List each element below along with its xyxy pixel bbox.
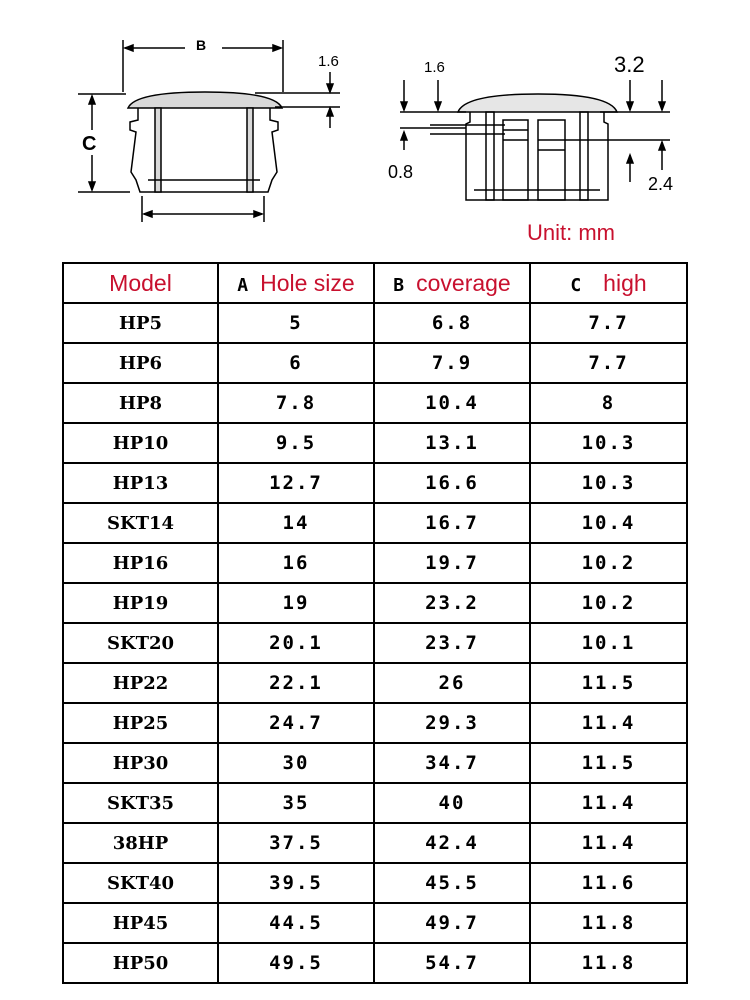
cell-a: 6 xyxy=(218,343,374,383)
cell-a: 14 xyxy=(218,503,374,543)
cell-c: 11.6 xyxy=(530,863,687,903)
table-row xyxy=(63,623,687,663)
dim-label-2-4: 2.4 xyxy=(648,174,674,194)
cell-a: 24.7 xyxy=(218,703,374,743)
cell-b: 16.6 xyxy=(374,463,530,503)
cell-b: 13.1 xyxy=(374,423,530,463)
table-row xyxy=(63,943,687,983)
table-row xyxy=(63,703,687,743)
cell-b: 23.7 xyxy=(374,623,530,663)
cell-model: SKT35 xyxy=(63,783,218,823)
table-row xyxy=(63,583,687,623)
cell-a: 16 xyxy=(218,543,374,583)
table-row xyxy=(63,863,687,903)
dim-label-3-2: 3.2 xyxy=(614,52,645,77)
dim-label-thickness: 1.6 xyxy=(318,53,339,70)
cell-b: 10.4 xyxy=(374,383,530,423)
table-row xyxy=(63,383,687,423)
cell-model: HP50 xyxy=(63,943,218,983)
table-row xyxy=(63,663,687,703)
table-row xyxy=(63,543,687,583)
table-row xyxy=(63,823,687,863)
cell-model: HP5 xyxy=(63,303,218,343)
cell-a: 5 xyxy=(218,303,374,343)
cell-model: HP16 xyxy=(63,543,218,583)
plug-dimension-diagram xyxy=(0,0,750,255)
cell-c: 11.4 xyxy=(530,783,687,823)
table-row xyxy=(63,503,687,543)
cell-model: 38HP xyxy=(63,823,218,863)
cell-model: HP19 xyxy=(63,583,218,623)
cell-c: 10.2 xyxy=(530,583,687,623)
cell-b: 19.7 xyxy=(374,543,530,583)
cell-b: 34.7 xyxy=(374,743,530,783)
header-model-label: Model xyxy=(109,269,172,296)
cell-model: SKT14 xyxy=(63,503,218,543)
header-a-letter: A xyxy=(237,274,249,296)
cell-model: SKT40 xyxy=(63,863,218,903)
cell-model: HP30 xyxy=(63,743,218,783)
cell-b: 23.2 xyxy=(374,583,530,623)
cell-a: 49.5 xyxy=(218,943,374,983)
cell-c: 7.7 xyxy=(530,343,687,383)
cell-a: 12.7 xyxy=(218,463,374,503)
cell-a: 9.5 xyxy=(218,423,374,463)
side-view-drawing xyxy=(78,40,340,222)
cell-c: 10.4 xyxy=(530,503,687,543)
cell-model: HP22 xyxy=(63,663,218,703)
cell-c: 11.5 xyxy=(530,743,687,783)
header-a-label: Hole size xyxy=(260,269,355,296)
cell-model: HP6 xyxy=(63,343,218,383)
header-c-label: high xyxy=(603,269,647,296)
table-row xyxy=(63,743,687,783)
cell-b: 16.7 xyxy=(374,503,530,543)
spec-table xyxy=(62,262,688,984)
cell-model: HP45 xyxy=(63,903,218,943)
header-a xyxy=(218,263,374,303)
table-row xyxy=(63,463,687,503)
cell-c: 11.5 xyxy=(530,663,687,703)
dim-label-c: C xyxy=(82,133,97,155)
cell-a: 35 xyxy=(218,783,374,823)
cell-model: HP10 xyxy=(63,423,218,463)
cell-model: HP8 xyxy=(63,383,218,423)
cell-a: 44.5 xyxy=(218,903,374,943)
cell-c: 7.7 xyxy=(530,303,687,343)
dim-label-0-8: 0.8 xyxy=(388,162,414,182)
cell-a: 39.5 xyxy=(218,863,374,903)
table-row xyxy=(63,343,687,383)
header-b-letter: B xyxy=(393,274,405,296)
cell-model: SKT20 xyxy=(63,623,218,663)
header-model xyxy=(63,263,218,303)
dim-label-b: B xyxy=(196,37,207,53)
cell-a: 20.1 xyxy=(218,623,374,663)
cell-c: 8 xyxy=(530,383,687,423)
table-row xyxy=(63,303,687,343)
table-header-row xyxy=(63,263,687,303)
cell-b: 7.9 xyxy=(374,343,530,383)
cell-c: 11.4 xyxy=(530,703,687,743)
cell-b: 26 xyxy=(374,663,530,703)
cell-b: 6.8 xyxy=(374,303,530,343)
table-row xyxy=(63,903,687,943)
table-row xyxy=(63,423,687,463)
cell-c: 11.8 xyxy=(530,903,687,943)
dim-label-1-6: 1.6 xyxy=(424,59,445,76)
section-view-drawing xyxy=(400,80,670,200)
cell-c: 10.3 xyxy=(530,423,687,463)
cell-a: 22.1 xyxy=(218,663,374,703)
header-b xyxy=(374,263,530,303)
cell-b: 42.4 xyxy=(374,823,530,863)
cell-model: HP13 xyxy=(63,463,218,503)
header-b-label: coverage xyxy=(416,269,511,296)
cell-c: 10.1 xyxy=(530,623,687,663)
cell-c: 11.4 xyxy=(530,823,687,863)
cell-b: 40 xyxy=(374,783,530,823)
cell-c: 10.3 xyxy=(530,463,687,503)
header-c-letter: C xyxy=(570,274,582,296)
cell-model: HP25 xyxy=(63,703,218,743)
unit-label: Unit: mm xyxy=(527,220,615,245)
table-row xyxy=(63,783,687,823)
header-c xyxy=(530,263,687,303)
cell-a: 7.8 xyxy=(218,383,374,423)
cell-b: 45.5 xyxy=(374,863,530,903)
cell-a: 19 xyxy=(218,583,374,623)
cell-b: 29.3 xyxy=(374,703,530,743)
cell-c: 11.8 xyxy=(530,943,687,983)
cell-b: 49.7 xyxy=(374,903,530,943)
cell-a: 37.5 xyxy=(218,823,374,863)
cell-c: 10.2 xyxy=(530,543,687,583)
cell-a: 30 xyxy=(218,743,374,783)
cell-b: 54.7 xyxy=(374,943,530,983)
